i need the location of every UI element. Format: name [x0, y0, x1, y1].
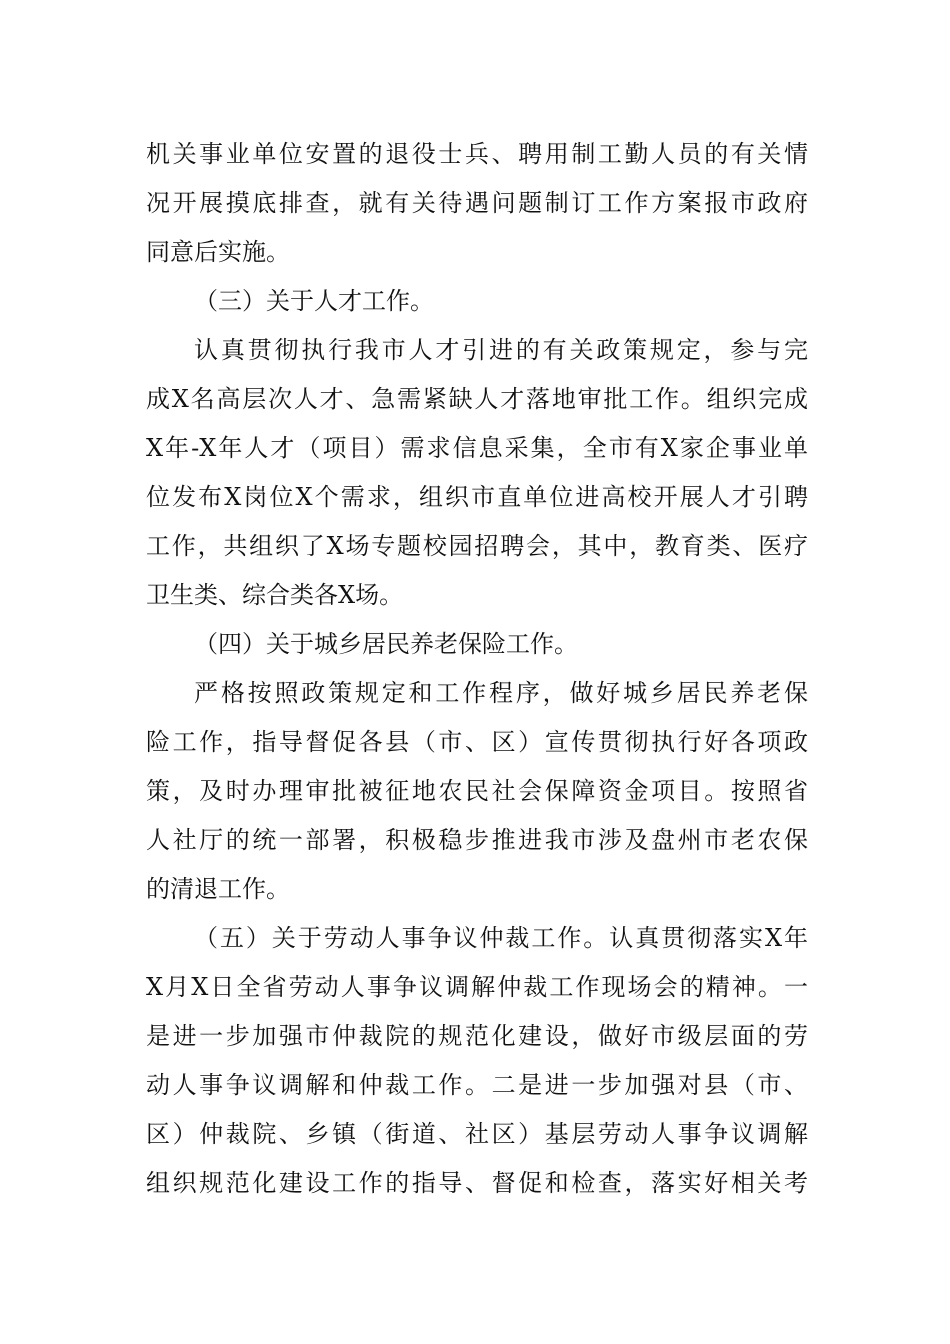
- body-line: 同意后实施。: [146, 238, 290, 266]
- body-line: 组织规范化建设工作的指导、督促和检查，落实好相关考: [146, 1169, 808, 1197]
- body-line: 成X名高层次人才、急需紧缺人才落地审批工作。组织完成: [146, 385, 808, 413]
- body-line: X年-X年人才（项目）需求信息采集，全市有X家企事业单: [146, 434, 808, 462]
- body-line: 认真贯彻执行我市人才引进的有关政策规定，参与完: [194, 336, 808, 364]
- body-line: 是进一步加强市仲裁院的规范化建设，做好市级层面的劳: [146, 1022, 808, 1050]
- document-body: [146, 130, 808, 1208]
- section-heading-4: （四）关于城乡居民养老保险工作。: [194, 630, 578, 658]
- section-heading-5: （五）关于劳动人事争议仲裁工作。认真贯彻落实X年: [194, 924, 808, 952]
- body-line: 的清退工作。: [146, 875, 290, 903]
- body-line: 策，及时办理审批被征地农民社会保障资金项目。按照省: [146, 777, 808, 805]
- body-line: 卫生类、综合类各X场。: [146, 581, 404, 609]
- body-line: 工作，共组织了X场专题校园招聘会，其中，教育类、医疗: [146, 532, 808, 560]
- body-line: 险工作，指导督促各县（市、区）宣传贯彻执行好各项政: [146, 728, 808, 756]
- body-line: 位发布X岗位X个需求，组织市直单位进高校开展人才引聘: [146, 483, 808, 511]
- section-heading-3: （三）关于人才工作。: [194, 287, 434, 315]
- body-line: 机关事业单位安置的退役士兵、聘用制工勤人员的有关情: [146, 140, 808, 168]
- body-line: 严格按照政策规定和工作程序，做好城乡居民养老保: [194, 679, 808, 707]
- body-line: 况开展摸底排查，就有关待遇问题制订工作方案报市政府: [146, 189, 808, 217]
- body-line: 动人事争议调解和仲裁工作。二是进一步加强对县（市、: [146, 1071, 808, 1099]
- body-line: 区）仲裁院、乡镇（街道、社区）基层劳动人事争议调解: [146, 1120, 808, 1148]
- body-line: 人社厅的统一部署，积极稳步推进我市涉及盘州市老农保: [146, 826, 808, 854]
- body-line: X月X日全省劳动人事争议调解仲裁工作现场会的精神。一: [146, 973, 808, 1001]
